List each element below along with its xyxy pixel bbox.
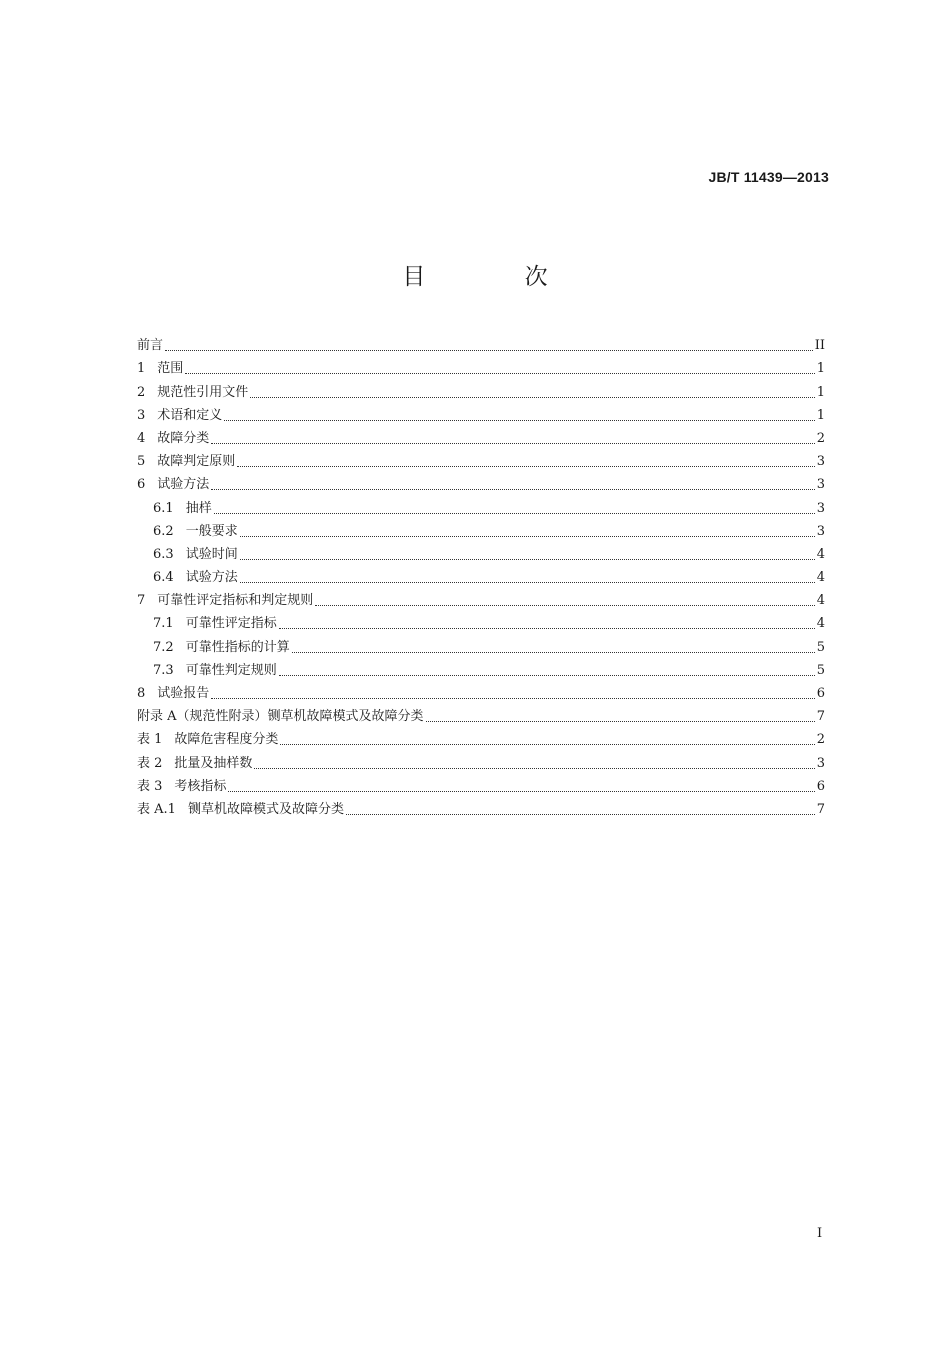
toc-entry[interactable] (137, 354, 825, 377)
toc-entry-number: 7.1 (153, 616, 174, 632)
toc-entry-label: 一般要求 (185, 523, 238, 539)
toc-entry-number: 2 (137, 384, 146, 400)
toc-entry[interactable] (137, 470, 825, 493)
toc-entry-page: 3 (816, 755, 825, 771)
toc-leader-dots (211, 697, 814, 699)
toc-entry[interactable] (137, 702, 825, 725)
toc-entry-number: 表 2 (137, 755, 163, 771)
toc-entry[interactable] (137, 679, 825, 702)
toc-entry-number: 6.2 (153, 523, 174, 539)
toc-entry-number: 3 (137, 407, 146, 423)
toc-entry-page: 1 (816, 407, 825, 423)
toc-leader-dots (240, 558, 815, 560)
toc-entry[interactable] (137, 517, 825, 540)
toc-leader-dots (240, 581, 815, 583)
toc-leader-dots (165, 349, 813, 351)
toc-leader-dots (224, 419, 814, 421)
toc-entry-label: 前言 (137, 338, 164, 354)
toc-entry-page: 2 (816, 732, 825, 748)
toc-entry-number: 4 (137, 430, 146, 446)
toc-entry-page: 5 (816, 639, 825, 655)
toc-entry-label: 规范性引用文件 (157, 384, 249, 400)
toc-leader-dots (214, 512, 815, 514)
toc-leader-dots (280, 743, 814, 745)
toc-leader-dots (346, 813, 815, 815)
toc-entry-page: 3 (816, 477, 825, 493)
toc-entry-number: 7.3 (153, 662, 174, 678)
toc-entry-page: 7 (816, 801, 825, 817)
toc-entry-label: 故障分类 (157, 430, 210, 446)
toc-entry-page: 7 (816, 709, 825, 725)
toc-entry-number: 7 (137, 593, 146, 609)
toc-entry-number: 表 1 (137, 732, 163, 748)
toc-leader-dots (279, 674, 815, 676)
toc-leader-dots (237, 465, 814, 467)
toc-entry-label: 故障危害程度分类 (174, 732, 279, 748)
toc-entry[interactable] (137, 401, 825, 424)
toc-entry-number: 附录 A (137, 709, 177, 725)
toc-entry-number: 1 (137, 361, 146, 377)
toc-entry-label: 可靠性判定规则 (185, 662, 277, 678)
toc-entry-page: 5 (816, 662, 825, 678)
toc-leader-dots (292, 651, 815, 653)
toc-entry-number: 6.3 (153, 546, 174, 562)
toc-entry[interactable] (137, 331, 825, 354)
toc-entry-page: 2 (816, 430, 825, 446)
toc-entry-label: 可靠性评定指标和判定规则 (157, 593, 314, 609)
toc-entry-page: 6 (816, 778, 825, 794)
toc-leader-dots (211, 442, 814, 444)
toc-entry-label: 故障判定原则 (157, 454, 236, 470)
toc-entry-label: 范围 (157, 361, 184, 377)
toc-entry[interactable] (137, 609, 825, 632)
toc-entry-label: 可靠性评定指标 (185, 616, 277, 632)
toc-entry-label: 考核指标 (174, 778, 227, 794)
page-number: I (817, 1226, 823, 1241)
toc-leader-dots (279, 627, 815, 629)
toc-entry-label: 可靠性指标的计算 (185, 639, 290, 655)
toc-entry[interactable] (137, 493, 825, 516)
toc-leader-dots (211, 488, 814, 490)
toc-entry[interactable] (137, 632, 825, 655)
toc-entry-label: 术语和定义 (157, 407, 223, 423)
toc-leader-dots (240, 535, 815, 537)
toc-entry-page: 1 (816, 361, 825, 377)
toc-entry-page: II (814, 338, 825, 354)
toc-entry-page: 4 (816, 593, 825, 609)
toc-entry-number: 6.4 (153, 570, 174, 586)
toc-leader-dots (315, 604, 814, 606)
toc-entry-label: 铡草机故障模式及故障分类 (187, 801, 344, 817)
toc-entry-label: 批量及抽样数 (174, 755, 253, 771)
toc-leader-dots (426, 720, 815, 722)
toc-entry[interactable] (137, 772, 825, 795)
toc-leader-dots (250, 396, 814, 398)
toc-entry-page: 4 (816, 546, 825, 562)
toc-entry-page: 3 (816, 523, 825, 539)
toc-entry-number: 5 (137, 454, 146, 470)
toc-entry-number: 表 A.1 (137, 801, 176, 817)
toc-title: 目 次 (402, 264, 594, 290)
toc-entry[interactable] (137, 540, 825, 563)
toc-entry-label: 试验方法 (157, 477, 210, 493)
toc-entry-label: 试验报告 (157, 686, 210, 701)
toc-entry-page: 6 (816, 686, 825, 701)
table-of-contents (137, 331, 825, 818)
toc-entry[interactable] (137, 563, 825, 586)
toc-entry-page: 1 (816, 384, 825, 400)
toc-entry-number: 6 (137, 477, 146, 493)
toc-entry[interactable] (137, 748, 825, 771)
toc-leader-dots (254, 767, 814, 769)
toc-entry[interactable] (137, 586, 825, 609)
toc-entry[interactable] (137, 795, 825, 818)
toc-entry-page: 3 (816, 454, 825, 470)
toc-entry-number: 表 3 (137, 778, 163, 794)
standard-code: JB/T 11439—2013 (708, 169, 829, 185)
toc-entry-number: 7.2 (153, 639, 174, 655)
toc-entry[interactable] (137, 656, 825, 679)
toc-entry-page: 4 (816, 570, 825, 586)
toc-entry-number: 8 (137, 686, 146, 701)
toc-entry-number: 6.1 (153, 500, 174, 516)
toc-entry[interactable] (137, 377, 825, 400)
toc-leader-dots (185, 372, 814, 374)
toc-leader-dots (228, 790, 814, 792)
toc-entry-page: 4 (816, 616, 825, 632)
toc-entry-label: 试验方法 (185, 570, 238, 586)
toc-entry[interactable] (137, 424, 825, 447)
toc-entry-label: 抽样 (185, 500, 212, 516)
toc-entry-page: 3 (816, 500, 825, 516)
toc-entry[interactable] (137, 447, 825, 470)
toc-entry[interactable] (137, 725, 825, 748)
toc-entry-label: 试验时间 (185, 546, 238, 562)
toc-entry-label: （规范性附录）铡草机故障模式及故障分类 (176, 709, 424, 725)
